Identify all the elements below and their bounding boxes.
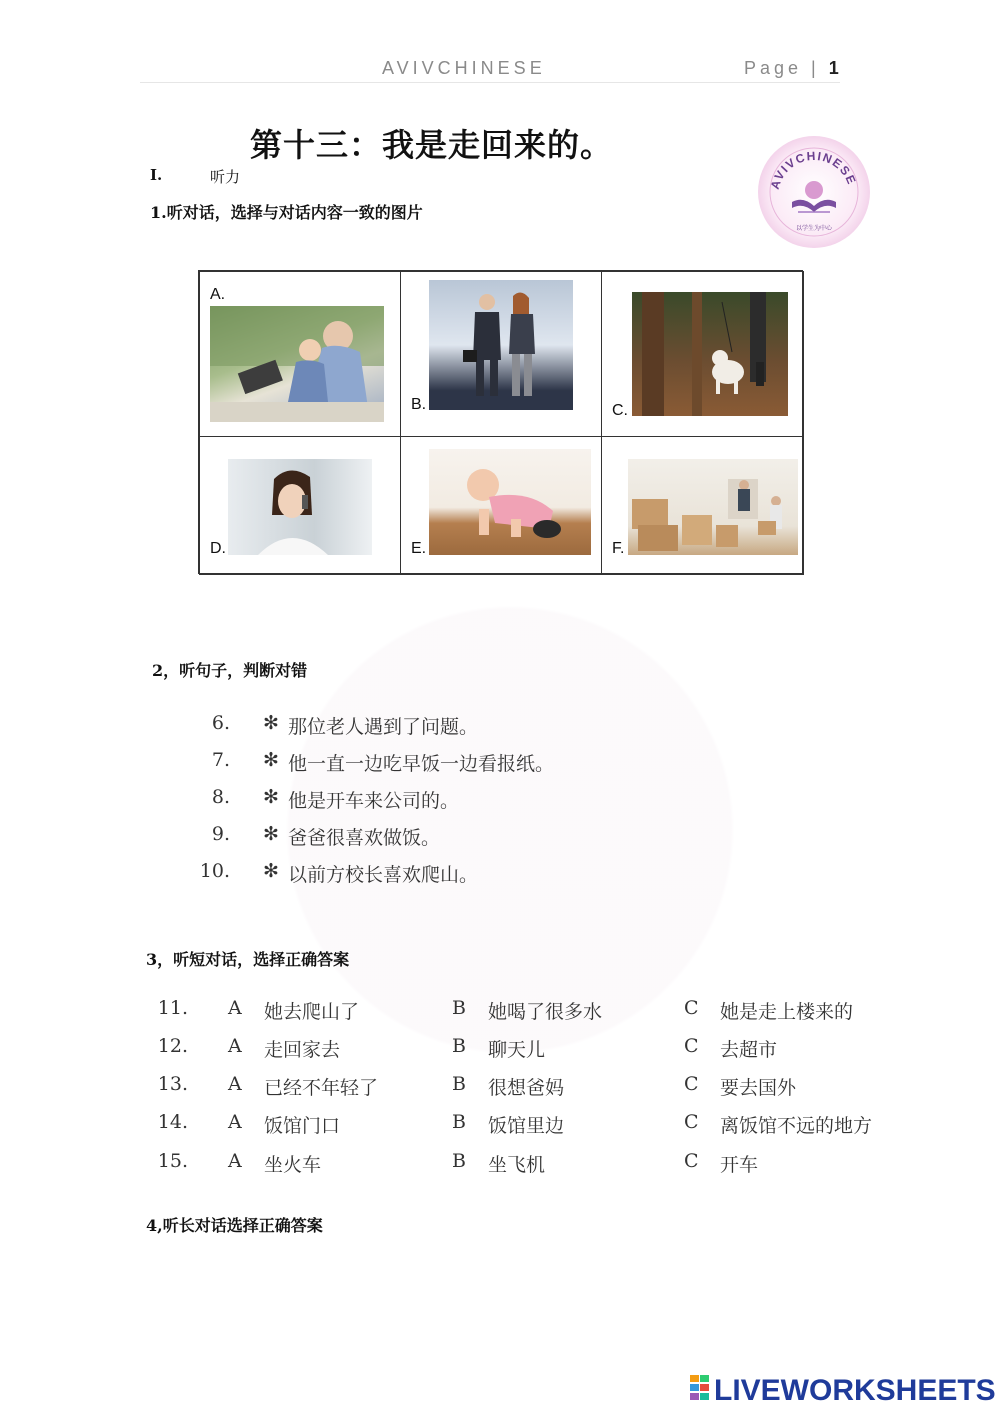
statement-text: 爸爸很喜欢做饭。	[288, 827, 441, 849]
option-b[interactable]: 坐飞机	[488, 1154, 546, 1176]
option-letter-c: C	[684, 1035, 699, 1057]
aviv-logo-icon	[758, 136, 870, 248]
picture-label-f: F.	[612, 540, 625, 557]
part3-heading: 3，听短对话，选择正确答案	[146, 950, 350, 969]
option-a[interactable]: 坐火车	[264, 1154, 322, 1176]
picture-cell-d[interactable]	[199, 436, 401, 575]
item-number: 10.	[199, 860, 230, 882]
option-a[interactable]: 走回家去	[264, 1039, 341, 1061]
statement-text: 他是开车来公司的。	[288, 790, 460, 812]
picture-cell-a[interactable]	[199, 271, 401, 437]
option-b[interactable]: 聊天儿	[488, 1039, 546, 1061]
header-brand: AVIVCHINESE	[382, 58, 546, 78]
item-number: 15.	[157, 1150, 188, 1172]
option-letter-c: C	[684, 1150, 699, 1172]
option-b[interactable]: 很想爸妈	[488, 1077, 565, 1099]
item-number: 14.	[157, 1111, 188, 1133]
baby-crawling-photo	[429, 449, 591, 555]
picture-cell-f[interactable]	[601, 436, 804, 575]
statement-text: 他一直一边吃早饭一边看报纸。	[288, 753, 555, 775]
option-c[interactable]: 开车	[720, 1154, 759, 1176]
option-letter-b: B	[452, 1111, 466, 1133]
picture-label-d: D.	[210, 540, 226, 557]
picture-label-c: C.	[612, 402, 628, 419]
liveworksheets-blocks-icon	[690, 1375, 710, 1409]
option-letter-c: C	[684, 997, 699, 1019]
footer-brand: LIVEWORKSHEETS	[714, 1374, 996, 1407]
item-number: 12.	[157, 1035, 188, 1057]
option-letter-b: B	[452, 1073, 466, 1095]
item-number: 8.	[211, 786, 230, 808]
option-letter-a: A	[228, 1073, 242, 1095]
option-b[interactable]: 饭馆里边	[488, 1115, 565, 1137]
option-letter-c: C	[684, 1111, 699, 1133]
option-letter-a: A	[228, 997, 242, 1019]
option-letter-b: B	[452, 1035, 466, 1057]
item-number: 7.	[211, 749, 230, 771]
option-letter-c: C	[684, 1073, 699, 1095]
section-number: I.	[150, 166, 163, 184]
option-b[interactable]: 她喝了很多水	[488, 1001, 603, 1023]
page-label: Page |	[744, 58, 820, 78]
part1-heading: 1.听对话，选择与对话内容一致的图片	[150, 203, 423, 222]
part4-heading: 4,听长对话选择正确答案	[146, 1216, 323, 1235]
option-letter-a: A	[228, 1111, 242, 1133]
statement-text: 以前方校长喜欢爬山。	[288, 864, 479, 886]
picture-cell-b[interactable]	[400, 271, 602, 437]
picture-label-e: E.	[411, 540, 427, 557]
picture-cell-c[interactable]	[601, 271, 804, 437]
picture-label-a: A.	[210, 286, 226, 303]
businesspeople-walking-photo	[429, 280, 573, 410]
statement-text: 那位老人遇到了问题。	[288, 716, 479, 738]
option-a[interactable]: 她去爬山了	[264, 1001, 360, 1023]
option-c[interactable]: 离饭馆不远的地方	[720, 1115, 873, 1137]
option-letter-a: A	[228, 1035, 242, 1057]
star-icon: ✻	[263, 786, 279, 808]
star-icon: ✻	[263, 749, 279, 771]
option-a[interactable]: 已经不年轻了	[264, 1077, 379, 1099]
option-c[interactable]: 去超市	[720, 1039, 778, 1061]
option-letter-b: B	[452, 1150, 466, 1172]
grandfather-reading-with-child-photo	[210, 306, 384, 422]
part2-heading: 2，听句子，判断对错	[152, 661, 308, 680]
item-number: 9.	[211, 823, 230, 845]
liveworksheets-logo	[690, 1374, 996, 1409]
option-c[interactable]: 她是走上楼来的	[720, 1001, 854, 1023]
star-icon: ✻	[263, 860, 279, 882]
section-label: 听力	[210, 168, 241, 186]
option-letter-a: A	[228, 1150, 242, 1172]
item-number: 13.	[157, 1073, 188, 1095]
svg-text:以学生为中心: 以学生为中心	[795, 225, 833, 232]
star-icon: ✻	[263, 823, 279, 845]
picture-cell-e[interactable]	[400, 436, 602, 575]
option-letter-b: B	[452, 997, 466, 1019]
option-c[interactable]: 要去国外	[720, 1077, 797, 1099]
star-icon: ✻	[263, 712, 279, 734]
picture-label-b: B.	[411, 396, 427, 413]
page-title: 第十三：我是走回来的。	[250, 126, 614, 164]
dog-walking-in-forest-photo	[632, 292, 788, 416]
item-number: 11.	[157, 997, 188, 1019]
page-number: 1	[828, 58, 839, 78]
item-number: 6.	[211, 712, 230, 734]
svg-text:AVIVCHINESE: AVIVCHINESE	[767, 148, 860, 191]
header-page	[744, 58, 839, 79]
header-divider	[140, 82, 840, 83]
woman-on-phone-photo	[228, 459, 372, 555]
moving-boxes-photo	[628, 459, 798, 555]
option-a[interactable]: 饭馆门口	[264, 1115, 341, 1137]
picture-grid	[198, 270, 803, 574]
